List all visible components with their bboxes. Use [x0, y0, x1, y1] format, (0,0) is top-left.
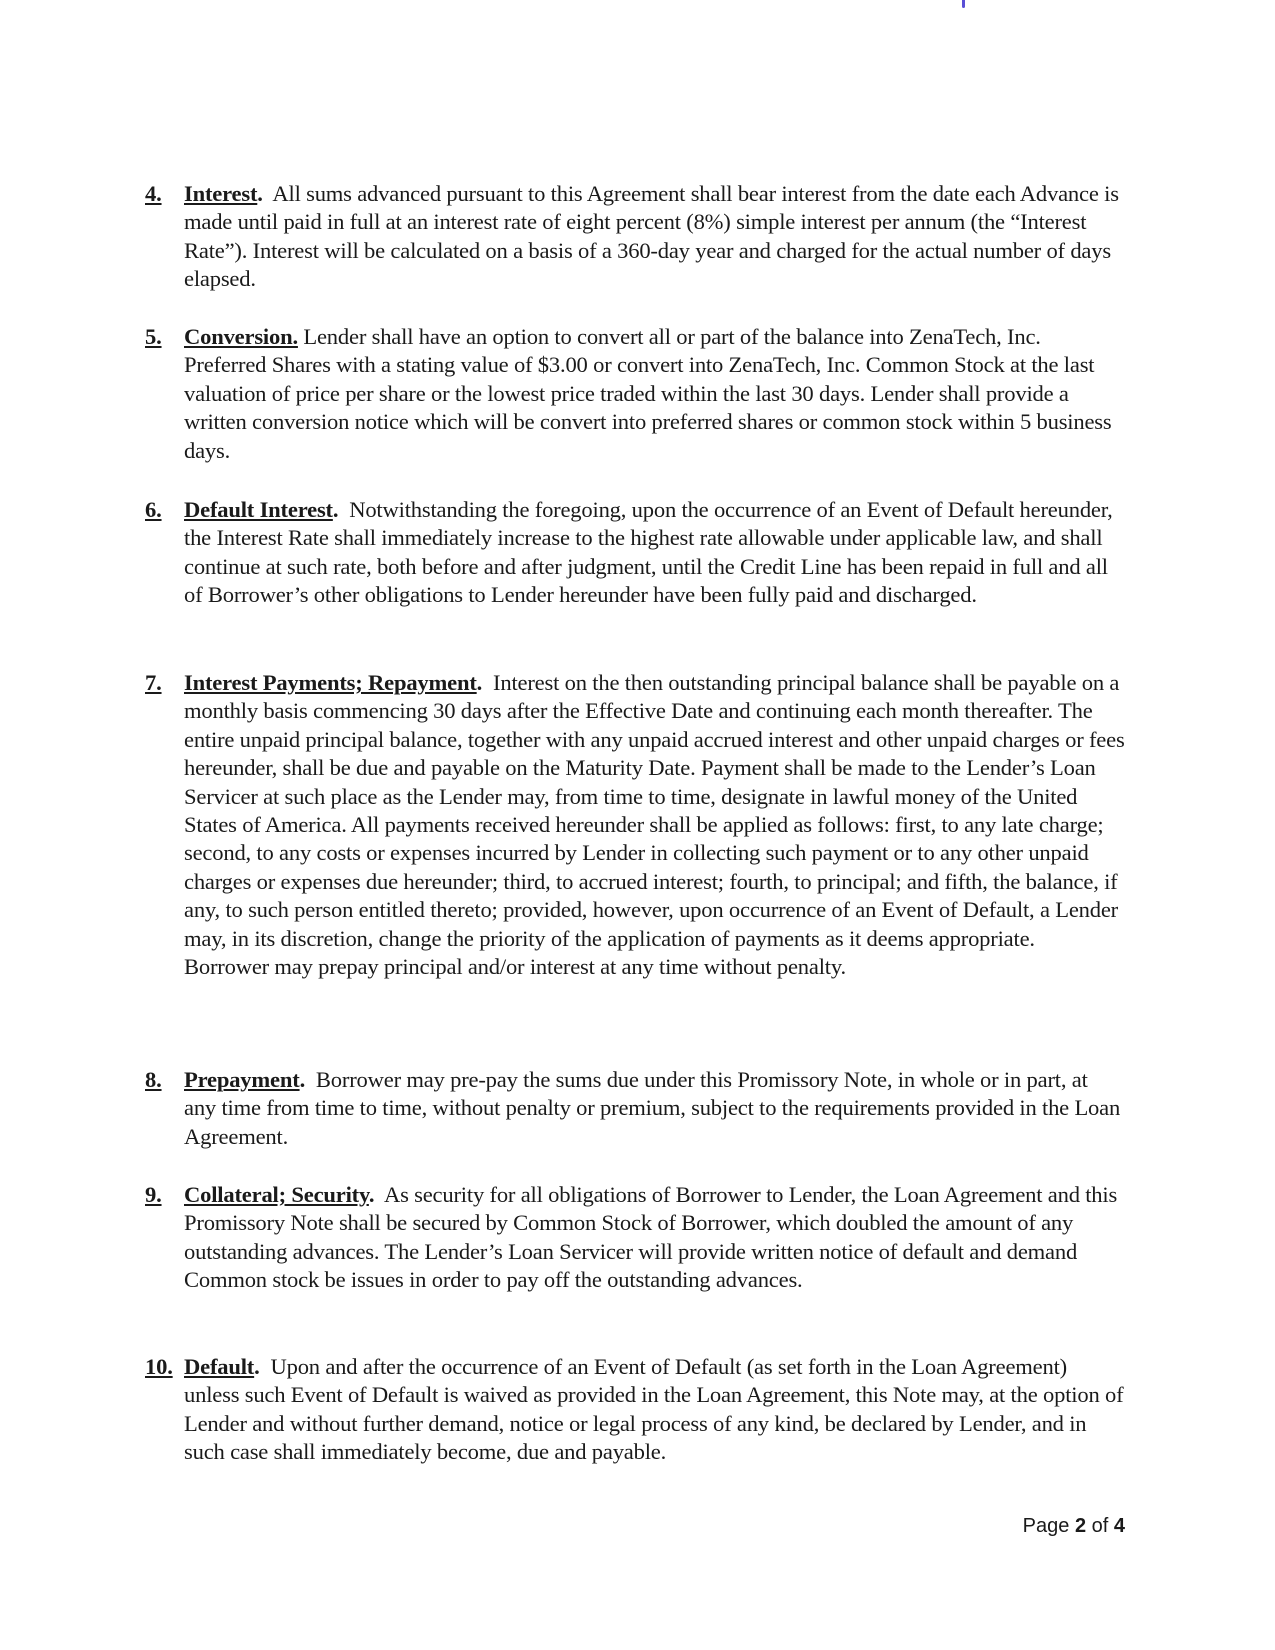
- section-heading: Default: [184, 1354, 255, 1379]
- section-4: [145, 180, 1125, 294]
- section-heading-punct: .: [299, 1067, 306, 1092]
- section-heading-punct: .: [476, 670, 483, 695]
- section-5: [145, 323, 1125, 465]
- section-7: [145, 669, 1125, 981]
- section-heading: Prepayment: [184, 1067, 300, 1092]
- section-text: Interest on the then outstanding principal balance shall be payable on a monthly basis commencing 30 days after the Effective Date and continuing each month thereafter. The entire unpaid principal balance, together with any unpaid accrued interest and other unpaid charges or fees hereunder, shall be due and payable on the Maturity Date. Payment shall be made to the Lender’s Loan Servicer at such place as the Lender may, from time to time, designate in lawful money of the United States of America. All payments received hereunder shall be applied as follows: first, to any late charge; second, to any costs or expenses incurred by Lender in collecting such payment or to any other unpaid charges or expenses due hereunder; third, to accrued interest; fourth, to principal; and fifth, the balance, if any, to such person entitled thereto; provided, however, upon occurrence of an Event of Default, a Lender may, in its discretion, change the priority of the application of payments as it deems appropriate. Borrower may prepay principal and/or interest at any time without penalty.: [184, 670, 1125, 980]
- footer-prefix: Page: [1022, 1515, 1070, 1537]
- section-text: Lender shall have an option to convert all or part of the balance into ZenaTech, Inc. Preferred Shares with a stating value of $3.00 or convert into ZenaTech, Inc. Common Stock at the last valuation of price per share or the lowest price traded within the last 30 days. Lender shall provide a written conversion notice which will be convert into preferred shares or common stock within 5 business days.: [184, 324, 1112, 463]
- section-number: 9.: [145, 1182, 162, 1207]
- section-heading-punct: .: [254, 1354, 260, 1379]
- section-heading: Interest: [184, 181, 258, 206]
- top-edge-mark: [962, 0, 965, 8]
- section-number: 10.: [145, 1354, 173, 1379]
- section-6: [145, 496, 1125, 610]
- section-9: [145, 1181, 1125, 1295]
- section-number: 8.: [145, 1067, 162, 1092]
- page-number-footer: [1020, 1515, 1125, 1538]
- section-text: Borrower may pre-pay the sums due under this Promissory Note, in whole or in part, at any time from time to time, without penalty or premium, subject to the requirements provided in the Loan Agreement.: [184, 1067, 1121, 1149]
- section-heading-punct: .: [368, 1182, 375, 1207]
- section-text: Notwithstanding the foregoing, upon the occurrence of an Event of Default hereunder, the Interest Rate shall immediately increase to the highest rate allowable under applicable law, and shall continue at such rate, both before and after judgment, until the Credit Line has been repaid in full and all of Borrower’s other obligations to Lender hereunder have been fully paid and discharged.: [184, 497, 1113, 608]
- section-heading-punct: .: [332, 497, 339, 522]
- footer-total-pages: 4: [1113, 1515, 1125, 1537]
- section-text: As security for all obligations of Borrower to Lender, the Loan Agreement and this Promissory Note shall be secured by Common Stock of Borrower, which doubled the amount of any outstanding advances. The Lender’s Loan Servicer will provide written notice of default and demand Common stock be issues in order to pay off the outstanding advances.: [184, 1182, 1118, 1293]
- section-text: All sums advanced pursuant to this Agreement shall bear interest from the date each Advance is made until paid in full at an interest rate of eight percent (8%) simple interest per annum (the “Interest Rate”). Interest will be calculated on a basis of a 360-day year and charged for the actual number of days elapsed.: [184, 181, 1119, 292]
- section-heading: Collateral; Security: [184, 1182, 369, 1207]
- section-heading: Default Interest: [184, 497, 333, 522]
- section-heading: Conversion.: [184, 324, 298, 349]
- footer-separator: of: [1091, 1515, 1109, 1537]
- section-10: [145, 1353, 1125, 1467]
- section-number: 5.: [145, 324, 162, 349]
- section-number: 4.: [145, 181, 162, 206]
- footer-current-page: 2: [1074, 1515, 1087, 1537]
- section-heading-punct: .: [257, 181, 263, 206]
- section-heading: Interest Payments; Repayment: [184, 670, 477, 695]
- section-text: Upon and after the occurrence of an Event of Default (as set forth in the Loan Agreement) unless such Event of Default is waived as provided in the Loan Agreement, this Note may, at the option of Lender and without further demand, notice or legal process of any kind, be declared by Lender, and in such case shall immediately become, due and payable.: [184, 1354, 1124, 1465]
- section-8: [145, 1066, 1125, 1151]
- section-number: 6.: [145, 497, 162, 522]
- section-number: 7.: [145, 670, 162, 695]
